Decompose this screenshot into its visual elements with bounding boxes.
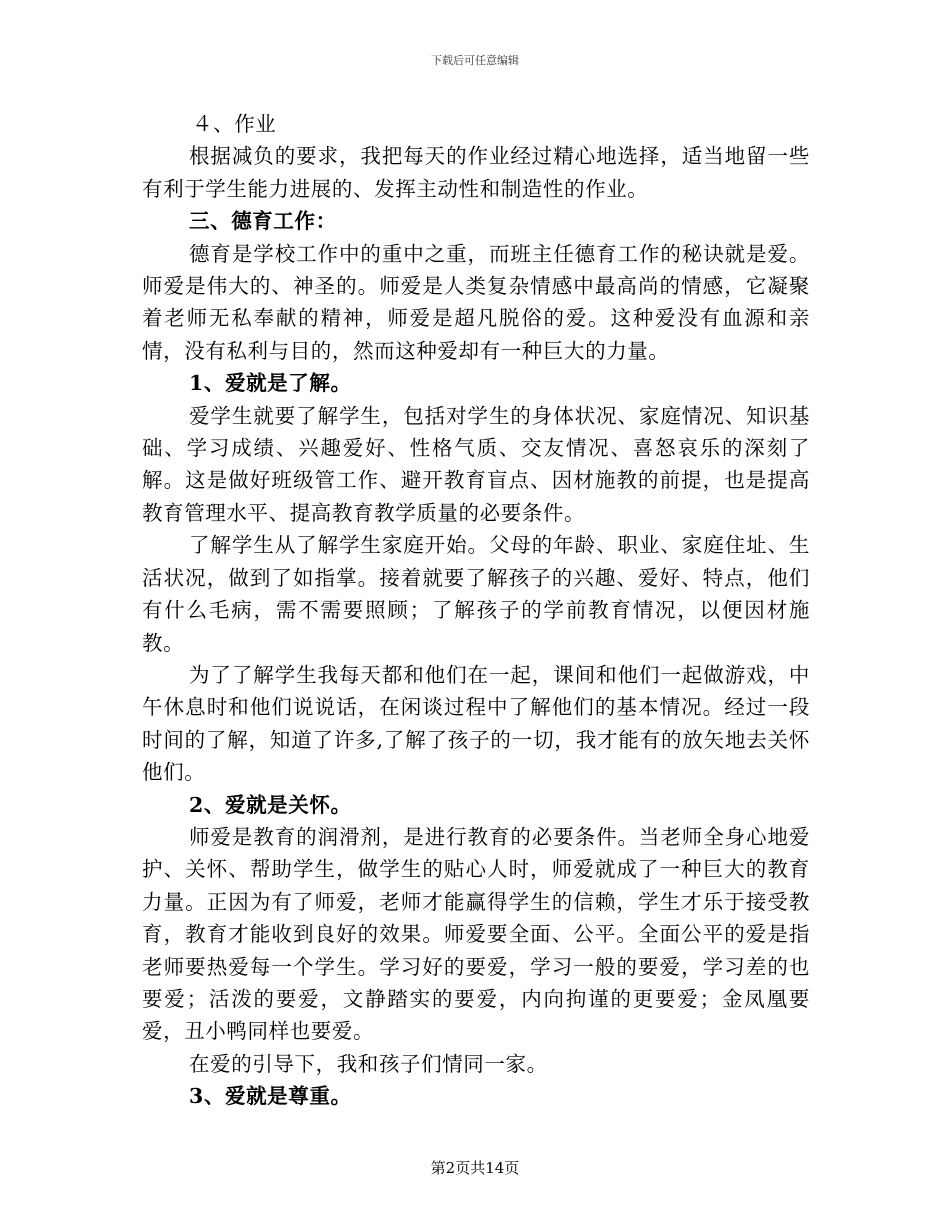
paragraph-family-feeling: 在爱的引导下，我和孩子们情同一家。 [189, 1051, 548, 1076]
subheading-love-care: 2、爱就是关怀。 [189, 792, 352, 817]
paragraph-daily-contact: 为了了解学生我每天都和他们在一起，课间和他们一起做游戏，中午休息时和他们说说话，在闲谈过程中了解他们的基本情况。经过一段时间的了解，知道了许多,了解了孩子的一切，我才能有的放矢地去关怀他们。 [142, 662, 810, 785]
paragraph-homework: 根据减负的要求，我把每天的作业经过精心地选择，适当地留一些有利于学生能力进展的、发挥主动性和制造性的作业。 [142, 144, 810, 201]
page-header: 下载后可任意编辑 [431, 54, 519, 67]
paragraph-understand-family: 了解学生从了解学生家庭开始。父母的年龄、职业、家庭住址、生活状况，做到了如指掌。接着就要了解孩子的兴趣、爱好、特点，他们有什么毛病，需不需要照顾；了解孩子的学前教育情况，以便因材施教。 [142, 533, 810, 655]
paragraph-homework-title: ４、作业 [192, 112, 277, 136]
paragraph-understand-students: 爱学生就要了解学生，包括对学生的身体状况、家庭情况、知识基础、学习成绩、兴趣爱好、性格气质、交友情况、喜怒哀乐的深刻了解。这是做好班级管工作、避开教育盲点、因材施教的前提，也是提高教育管理水平、提高教育教学质量的必要条件。 [142, 403, 810, 525]
subheading-love-respect: 3、爱就是尊重。 [189, 1084, 352, 1109]
section-heading-moral-education: 三、德育工作： [189, 209, 337, 234]
page-footer: 第2页共14页 [430, 1159, 520, 1177]
subheading-love-understanding: 1、爱就是了解。 [189, 371, 352, 396]
document-body [142, 108, 810, 1113]
paragraph-care: 师爱是教育的润滑剂，是进行教育的必要条件。当老师全身心地爱护、关怀、帮助学生，做学生的贴心人时，师爱就成了一种巨大的教育力量。正因为有了师爱，老师才能赢得学生的信赖，学生才乐于接受教育，教育才能收到良好的效果。师爱要全面、公平。全面公平的爱是指老师要热爱每一个学生。学习好的要爱，学习一般的要爱，学习差的也要爱；活泼的要爱，文静踏实的要爱，内向拘谨的更要爱；金凤凰要爱，丑小鸭同样也要爱。 [142, 824, 810, 1044]
paragraph-teacher-love: 德育是学校工作中的重中之重，而班主任德育工作的秘诀就是爱。师爱是伟大的、神圣的。师爱是人类复杂情感中最高尚的情感，它凝聚着老师无私奉献的精神，师爱是超凡脱俗的爱。这种爱没有血源和亲情，没有私利与目的，然而这种爱却有一种巨大的力量。 [142, 241, 810, 363]
